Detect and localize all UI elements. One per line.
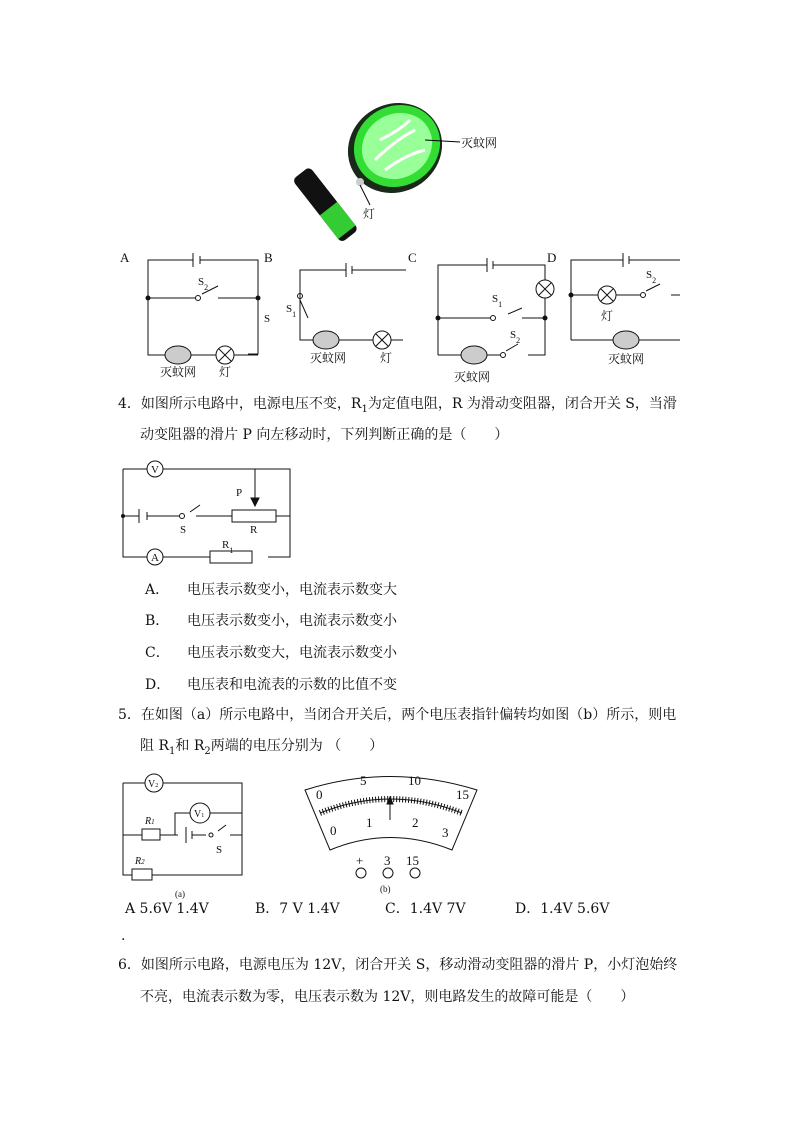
lamp-label: 灯 bbox=[219, 365, 232, 379]
circuit-option-a bbox=[118, 250, 278, 379]
q4-option-c[interactable]: C． 电压表示数变大，电流表示数变小 bbox=[145, 645, 397, 661]
slider-label: P bbox=[236, 487, 243, 499]
mosquito-racket-figure bbox=[285, 100, 525, 245]
scale-bottom-label: 2 bbox=[412, 815, 419, 830]
scale-top-label: 0 bbox=[316, 787, 323, 802]
caption-b: (b) bbox=[380, 884, 391, 894]
scale-top-label: 15 bbox=[456, 787, 469, 802]
voltmeter-label: V bbox=[151, 464, 159, 476]
switch-label: S bbox=[216, 844, 223, 856]
resistor-r2-label: R2 bbox=[135, 856, 145, 867]
q5-option-c[interactable]: C．1.4V 7V bbox=[385, 901, 466, 917]
switch-label: $S_1$ bbox=[286, 303, 297, 319]
voltmeter-v2-label: V2 bbox=[148, 779, 159, 790]
q4-option-a[interactable]: A． 电压表示数变小，电流表示数变大 bbox=[145, 582, 397, 598]
circuit-option-4 bbox=[568, 250, 680, 370]
switch-label: $S_2$ bbox=[198, 276, 209, 292]
circuit-letter: C bbox=[408, 250, 417, 265]
q4-option-b[interactable]: B． 电压表示数变小，电流表示数变小 bbox=[145, 613, 397, 629]
lamp-label: 灯 bbox=[380, 351, 393, 365]
q5-option-d[interactable]: D．1.4V 5.6V bbox=[515, 901, 610, 917]
terminal-label: 3 bbox=[384, 853, 391, 868]
q5-voltmeter-dial-b bbox=[300, 775, 480, 900]
net-label: 灭蚊网 bbox=[160, 365, 197, 379]
scale-top-label: 5 bbox=[360, 773, 367, 788]
rheostat-label: R bbox=[250, 524, 258, 536]
circuit-letter: A bbox=[120, 250, 130, 265]
net-label: 灭蚊网 bbox=[454, 370, 491, 384]
q5-trailing-dot: . bbox=[121, 928, 126, 944]
q5-circuit-a bbox=[120, 775, 250, 899]
resistor-label: $R_1$ bbox=[222, 539, 234, 555]
resistor-r1-label: R1 bbox=[145, 816, 155, 827]
q5-stem-line2: 阻 $R_1$和 $R_2$两端的电压分别为 （ ） bbox=[140, 738, 384, 757]
ammeter-label: A bbox=[151, 552, 159, 564]
q4-circuit-diagram bbox=[120, 460, 295, 565]
terminal-label: + bbox=[356, 853, 364, 868]
switch-label: S bbox=[180, 524, 187, 536]
q5-stem-line1: 5．在如图（a）所示电路中，当闭合开关后，两个电压表指针偏转均如图（b）所示，则电 bbox=[118, 707, 677, 723]
lamp-label: 灯 bbox=[601, 309, 614, 323]
circuit-letter: B bbox=[264, 250, 273, 265]
terminal-label: 15 bbox=[406, 853, 419, 868]
q4-option-d[interactable]: D． 电压表和电流表的示数的比值不变 bbox=[145, 677, 397, 693]
scale-bottom-label: 1 bbox=[366, 815, 373, 830]
voltmeter-v1-label: V1 bbox=[194, 809, 205, 820]
scale-bottom-label: 3 bbox=[442, 825, 449, 840]
scale-top-label: 10 bbox=[408, 773, 421, 788]
switch-label: $S_1$ bbox=[492, 293, 503, 309]
q4-stem-line2: 动变阻器的滑片 P 向左移动时，下列判断正确的是（ ） bbox=[140, 427, 509, 443]
net-label: 灭蚊网 bbox=[310, 351, 347, 365]
switch-label: $S_2$ bbox=[510, 329, 521, 345]
net-label: 灭蚊网 bbox=[608, 352, 645, 366]
caption-a: (a) bbox=[175, 889, 185, 899]
q5-option-b[interactable]: B．7 V 1.4V bbox=[255, 901, 340, 917]
switch-label: S bbox=[264, 313, 271, 325]
circuit-option-c bbox=[288, 250, 418, 370]
circuit-option-d bbox=[430, 250, 560, 385]
q6-stem-line1: 6．如图所示电路，电源电压为 12V，闭合开关 S，移动滑动变阻器的滑片 P，小灯泡始终 bbox=[118, 957, 678, 973]
q5-option-a[interactable]: A 5.6V 1.4V bbox=[125, 901, 209, 917]
circuit-letter: D bbox=[547, 250, 557, 265]
q6-stem-line2: 不亮，电流表示数为零，电压表示数为 12V，则电路发生的故障可能是（ ） bbox=[140, 989, 635, 1005]
q4-stem-line1: 4．如图所示电路中，电源电压不变，$R_1$为定值电阻，R 为滑动变阻器，闭合开关 S，当滑 bbox=[118, 396, 677, 415]
lamp-label: 灯 bbox=[363, 207, 376, 221]
scale-bottom-label: 0 bbox=[330, 823, 337, 838]
switch-label: $S_2$ bbox=[646, 269, 657, 285]
net-label: 灭蚊网 bbox=[461, 136, 498, 150]
